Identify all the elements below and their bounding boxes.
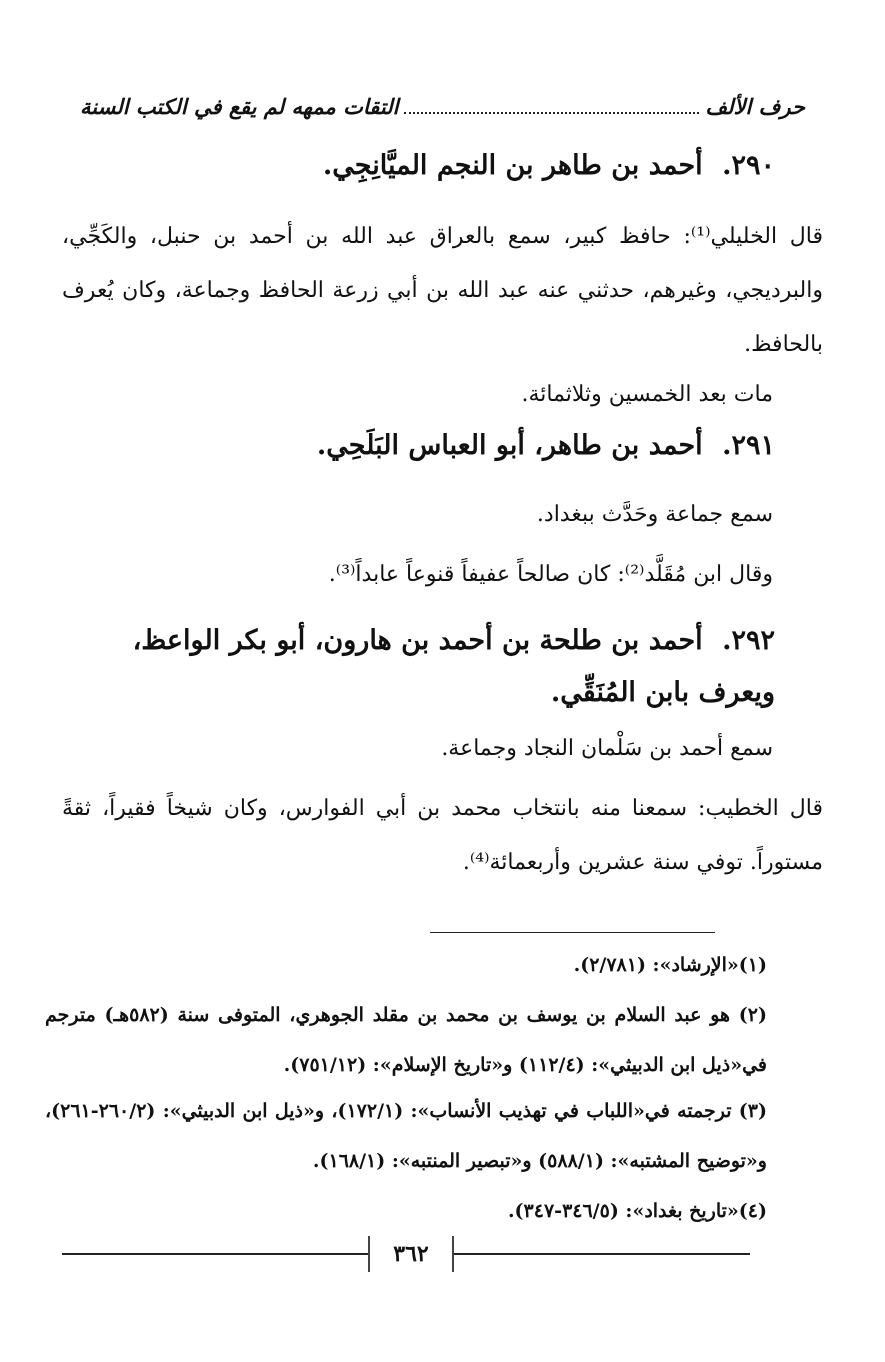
entry-name: أحمد بن طلحة بن أحمد بن هارون، أبو بكر الواعظ، ويعرف بابن المُنَقِّي. (132, 625, 775, 708)
entry-291-paragraph-1: سمع جماعة وحَدَّث ببغداد. (536, 502, 773, 527)
entry-291-title (317, 430, 775, 461)
footnote-3: (٣) ترجمته في«اللباب في تهذيب الأنساب»: (١٧٢/١)، و«ذيل ابن الدبيثي»: (٢٦٠/٢-٢٦١)، و«توضيح المشتبه»: (٥٨٨/١) و«تبصير المنتبه»: (١٦٨/١). (45, 1100, 768, 1172)
entry-290-paragraph-2: مات بعد الخمسين وثلاثمائة. (521, 382, 773, 407)
footnote-2: (٢) هو عبد السلام بن يوسف بن محمد بن مقلد الجوهري، المتوفى سنة (٥٨٢هـ) مترجم في«ذيل ابن الدبيثي»: (١١٢/٤) و«تاريخ الإسلام»: (٧٥١/١٢). (45, 1004, 767, 1076)
book-title: التقات ممهه لم يقع في الكتب السنة (80, 93, 399, 119)
footnote-separator (430, 932, 715, 933)
entry-292-title (62, 615, 775, 719)
entry-290-title (323, 150, 775, 181)
entry-name: أحمد بن طاهر، أبو العباس البَلَحِي. (316, 430, 703, 461)
chapter-title: حرف الألف (705, 93, 805, 119)
entry-292-paragraph-2: قال الخطيب: سمعنا منه بانتخاب محمد بن أبي الفوارس، وكان شيخاً فقيراً، ثقةً مستوراً. توفي سنة عشرين وأربعمائة⁽⁴⁾. (62, 796, 823, 875)
entry-290-paragraph-1: قال الخليلي⁽¹⁾: حافظ كبير، سمع بالعراق عبد الله بن أحمد بن حنبل، والكَجِّي، والبرديجي، وغيرهم، حدثني عنه عبد الله بن أبي زرعة الحافظ وجماعة، وكان يُعرف بالحافظ. (62, 224, 823, 357)
running-header (80, 88, 805, 124)
footnote-4: (٤)«تاريخ بغداد»: (٣٤٦/٥-٣٤٧). (507, 1200, 767, 1222)
entry-292-paragraph-1: سمع أحمد بن سَلْمان النجاد وجماعة. (441, 736, 773, 761)
entry-name: أحمد بن طاهر بن النجم الميَّانِجِي. (322, 150, 703, 181)
entry-291-paragraph-2: وقال ابن مُقَلَّد⁽²⁾: كان صالحاً عفيفاً قنوعاً عابداً⁽³⁾. (328, 562, 773, 587)
entry-number: ٢٩١. (722, 430, 775, 461)
header-dot-leader (404, 98, 699, 114)
entry-number: ٢٩٠. (722, 150, 775, 181)
page-number: ٣٦٢ (368, 1236, 454, 1272)
footnote-1: (١)«الإرشاد»: (٢/٧٨١). (573, 954, 767, 976)
entry-number: ٢٩٢. (722, 625, 775, 656)
